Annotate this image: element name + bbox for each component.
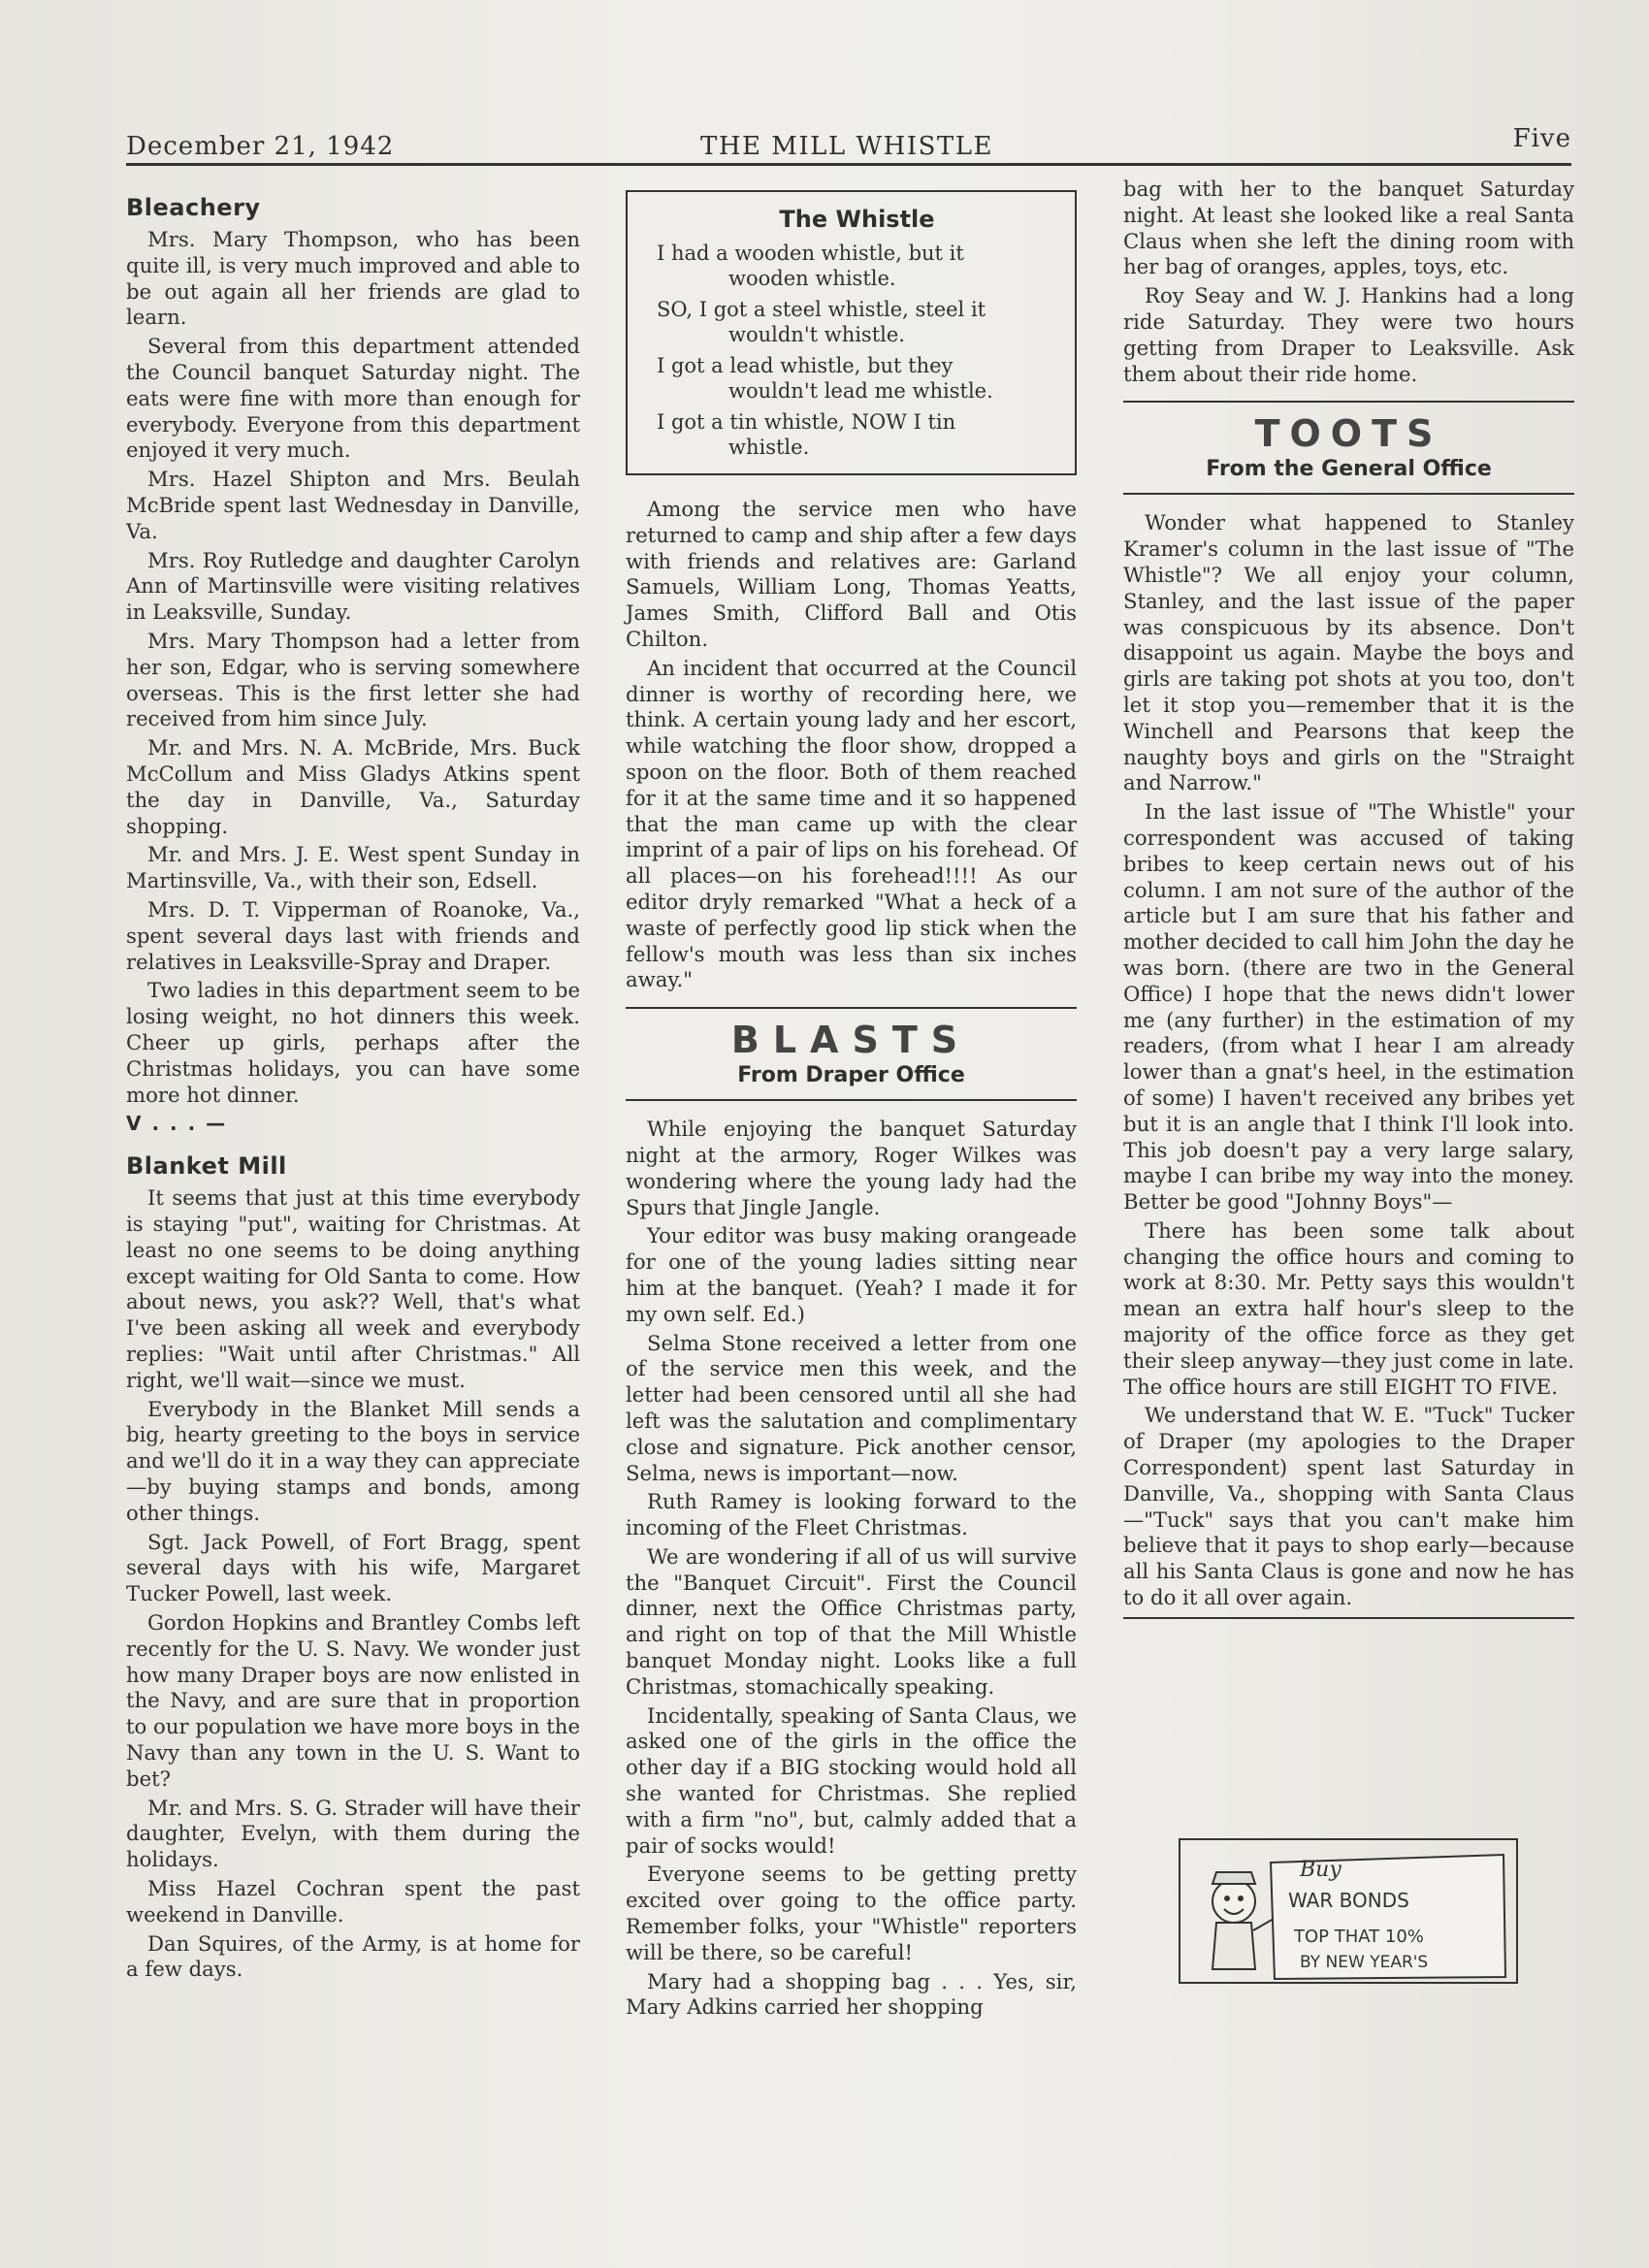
poem-line: wooden whistle. xyxy=(728,267,896,290)
column-middle xyxy=(626,177,1077,2024)
divider xyxy=(626,1099,1077,1101)
article-paragraph: While enjoying the banquet Saturday night at the armory, Roger Wilkes was wondering where the young lady had the Spurs that Jingle Jangle. xyxy=(626,1117,1077,1219)
blasts-subtitle: From Draper Office xyxy=(737,1063,965,1088)
ad-war-bonds-text: WAR BONDS xyxy=(1288,1889,1409,1912)
toots-feature-header xyxy=(1123,401,1574,495)
header-rule xyxy=(126,163,1571,166)
article-paragraph: Two ladies in this department seem to be losing weight, no hot dinners this week. Cheer up girls, perhaps after the Christmas holidays, you can have some more hot dinner. xyxy=(126,978,580,1107)
ad-new-year-text: BY NEW YEAR'S xyxy=(1300,1953,1429,1972)
article-paragraph: Everyone seems to be getting pretty excited over going to the office party. Remember folks, your "Whistle" reporters will be there, so be careful! xyxy=(626,1862,1077,1964)
toots-title: TOOTS xyxy=(1254,412,1443,456)
article-paragraph: Among the service men who have returned to camp and ship after a few days with friends and relatives are: Garland Samuels, William Long, Thomas Yeatts, James Smith, Clifford Ball and Otis Chilton. xyxy=(626,497,1077,651)
victory-mark: V . . . — xyxy=(126,1112,228,1136)
poem-line: whistle. xyxy=(728,436,810,459)
article-paragraph: Mr. and Mrs. J. E. West spent Sunday in Martinsville, Va., with their son, Edsell. xyxy=(126,842,580,893)
war-bonds-ad xyxy=(1174,1833,1523,1989)
article-paragraph: Mrs. Hazel Shipton and Mrs. Beulah McBride spent last Wednesday in Danville, Va. xyxy=(126,467,580,543)
column-left xyxy=(126,177,580,1986)
page-header xyxy=(126,124,1571,163)
poem-line: SO, I got a steel whistle, steel it xyxy=(657,298,986,321)
article-paragraph: Dan Squires, of the Army, is at home for a few days. xyxy=(126,1930,580,1982)
poem-title: The Whistle xyxy=(779,206,935,233)
poem-line: wouldn't whistle. xyxy=(728,323,905,346)
poem-line: I had a wooden whistle, but it xyxy=(657,242,964,265)
divider xyxy=(1123,401,1574,403)
article-paragraph: In the last issue of "The Whistle" your correspondent was accused of taking bribes to keep certain news out of his column. I am not sure of the author of the article but I am sure that his father and mother decided to call him John the day he was born. (there are two in the General Office) I hope that the news didn't lower me (any further) in the estimation of my readers, (from what I hear I am already lower than a gnat's heel, in the estimation of some) I haven't received any bribes yet but it is an angle that I think I'll look into. This job doesn't pay a very large salary, maybe I can bribe my way into the money. Better be good "Johnny Boys"— xyxy=(1123,799,1574,1215)
article-paragraph: Everybody in the Blanket Mill sends a big, hearty greeting to the boys in service and we'll do it in a way they can appreciate—by buying stamps and bonds, among other things. xyxy=(126,1396,580,1525)
cartoon-boy-icon xyxy=(1212,1872,1280,1969)
article-paragraph: There has been some talk about changing the office hours and coming to work at 8:30. Mr. Petty says this wouldn't mean an extra half hour's sleep to the majority of the office force as they get their sleep anyway—they just come in late. The office hours are still EIGHT TO FIVE. xyxy=(1123,1217,1574,1399)
poem-box xyxy=(626,190,1077,475)
article-paragraph: An incident that occurred at the Council dinner is worthy of recording here, we think. A certain young lady and her escort, while watching the floor show, dropped a spoon on the floor. Both of them reached for it at the same time and it so happened that the man came up with the clear imprint of a pair of lips on his forehead. Of all places—on his forehead!!!! As our editor dryly remarked "What a heck of a waste of perfectly good lip stick when the fellow's mouth was less than six inches away." xyxy=(626,655,1077,992)
poem-line: I got a lead whistle, but they xyxy=(657,354,954,377)
article-paragraph: We are wondering if all of us will survive the "Banquet Circuit". First the Council dinner, next the Office Christmas party, and right on top of that the Mill Whistle banquet Monday night. Looks like a full Christmas, stomachically speaking. xyxy=(626,1543,1077,1699)
article-paragraph: Your editor was busy making orangeade for one of the young ladies sitting near him at the banquet. (Yeah? I made it for my own self. Ed.) xyxy=(626,1223,1077,1326)
article-paragraph: Mrs. Mary Thompson had a letter from her son, Edgar, who is serving somewhere overseas. This is the first letter she had received from him since July. xyxy=(126,628,580,731)
divider xyxy=(1123,1617,1574,1619)
poem-line: wouldn't lead me whistle. xyxy=(728,379,993,403)
article-paragraph: Gordon Hopkins and Brantley Combs left recently for the U. S. Navy. We wonder just how many Draper boys are now enlisted in the Navy, and are sure that in proportion to our population we have more boys in the Navy than any town in the U. S. Want to bet? xyxy=(126,1610,580,1791)
article-paragraph: Ruth Ramey is looking forward to the incoming of the Fleet Christmas. xyxy=(626,1489,1077,1540)
toots-subtitle: From the General Office xyxy=(1206,457,1492,482)
article-paragraph: Mrs. Mary Thompson, who has been quite ill, is very much improved and able to be out again all her friends are glad to learn. xyxy=(126,227,580,330)
article-paragraph: It seems that just at this time everybody is staying "put", waiting for Christmas. At least no one seems to be doing anything except waiting for Old Santa to come. How about news, you ask?? Well, that's what I've been asking all week and everybody replies: "Wait until after Christmas." All right, we'll wait—since we must. xyxy=(126,1185,580,1392)
article-paragraph: Miss Hazel Cochran spent the past weekend in Danville. xyxy=(126,1876,580,1927)
article-paragraph: Mr. and Mrs. N. A. McBride, Mrs. Buck McCollum and Miss Gladys Atkins spent the day in Danville, Va., Saturday shopping. xyxy=(126,735,580,838)
column-right xyxy=(1123,177,1574,1635)
ad-top-text: TOP THAT 10% xyxy=(1294,1927,1424,1947)
poem-line: I got a tin whistle, NOW I tin xyxy=(657,410,956,434)
article-paragraph: Several from this department attended the Council banquet Saturday night. The eats were fine with more than enough for everybody. Everyone from this department enjoyed it very much. xyxy=(126,334,580,463)
article-paragraph: Mrs. Roy Rutledge and daughter Carolyn Ann of Martinsville were visiting relatives in Leaksville, Sunday. xyxy=(126,547,580,625)
issue-date: December 21, 1942 xyxy=(126,132,395,161)
article-paragraph: Roy Seay and W. J. Hankins had a long ride Saturday. They were two hours getting from Draper to Leaksville. Ask them about their ride home. xyxy=(1123,283,1574,386)
article-paragraph: bag with her to the banquet Saturday night. At least she looked like a real Santa Claus when she left the dining room with her bag of oranges, apples, toys, etc. xyxy=(1123,177,1574,279)
article-paragraph: We understand that W. E. "Tuck" Tucker of Draper (my apologies to the Draper Correspondent) spent last Saturday in Danville, Va., shopping with Santa Claus—"Tuck" says that you can't make him believe that it pays to shop early—because all his Santa Claus is gone and now he has to do it all over again. xyxy=(1123,1403,1574,1610)
masthead-title: THE MILL WHISTLE xyxy=(700,132,994,161)
divider xyxy=(626,1007,1077,1009)
article-paragraph: Wonder what happened to Stanley Kramer's column in the last issue of "The Whistle"? We all enjoy your column, Stanley, and the last issue of the paper was conspicuous by its absence. Don't disappoint us again. Maybe the boys and girls are taking pot shots at you too, don't let it stop you—remember that it is the Winchell and Pearsons that keep the naughty boys and girls on the "Straight and Narrow." xyxy=(1123,510,1574,795)
article-paragraph: Incidentally, speaking of Santa Claus, we asked one of the girls in the office the other day if a BIG stocking would hold all she wanted for Christmas. She replied with a firm "no", but, calmly added that a pair of socks would! xyxy=(626,1702,1077,1858)
blasts-feature-header xyxy=(626,1007,1077,1101)
article-paragraph: Mr. and Mrs. S. G. Strader will have their daughter, Evelyn, with them during the holidays. xyxy=(126,1795,580,1872)
war-bonds-illustration xyxy=(1174,1833,1523,1989)
end-rule xyxy=(1123,1617,1574,1619)
page-number: Five xyxy=(1512,124,1571,153)
blanket-mill-heading: Blanket Mill xyxy=(126,1152,287,1181)
article-paragraph: Mary had a shopping bag . . . Yes, sir, Mary Adkins carried her shopping xyxy=(626,1968,1077,2020)
bleachery-heading: Bleachery xyxy=(126,194,261,221)
article-paragraph: Selma Stone received a letter from one of the service men this week, and the letter had been censored until all she had left was the salutation and complimentary close and signature. Pick another censor, Selma, news is important—now. xyxy=(626,1330,1077,1485)
divider xyxy=(1123,493,1574,495)
article-paragraph: Mrs. D. T. Vipperman of Roanoke, Va., spent several days last with friends and relatives in Leaksville-Spray and Draper. xyxy=(126,896,580,974)
article-paragraph: Sgt. Jack Powell, of Fort Bragg, spent several days with his wife, Margaret Tucker Powell, last week. xyxy=(126,1529,580,1606)
ad-buy-text: Buy xyxy=(1300,1858,1342,1882)
blasts-title: BLASTS xyxy=(730,1019,972,1062)
